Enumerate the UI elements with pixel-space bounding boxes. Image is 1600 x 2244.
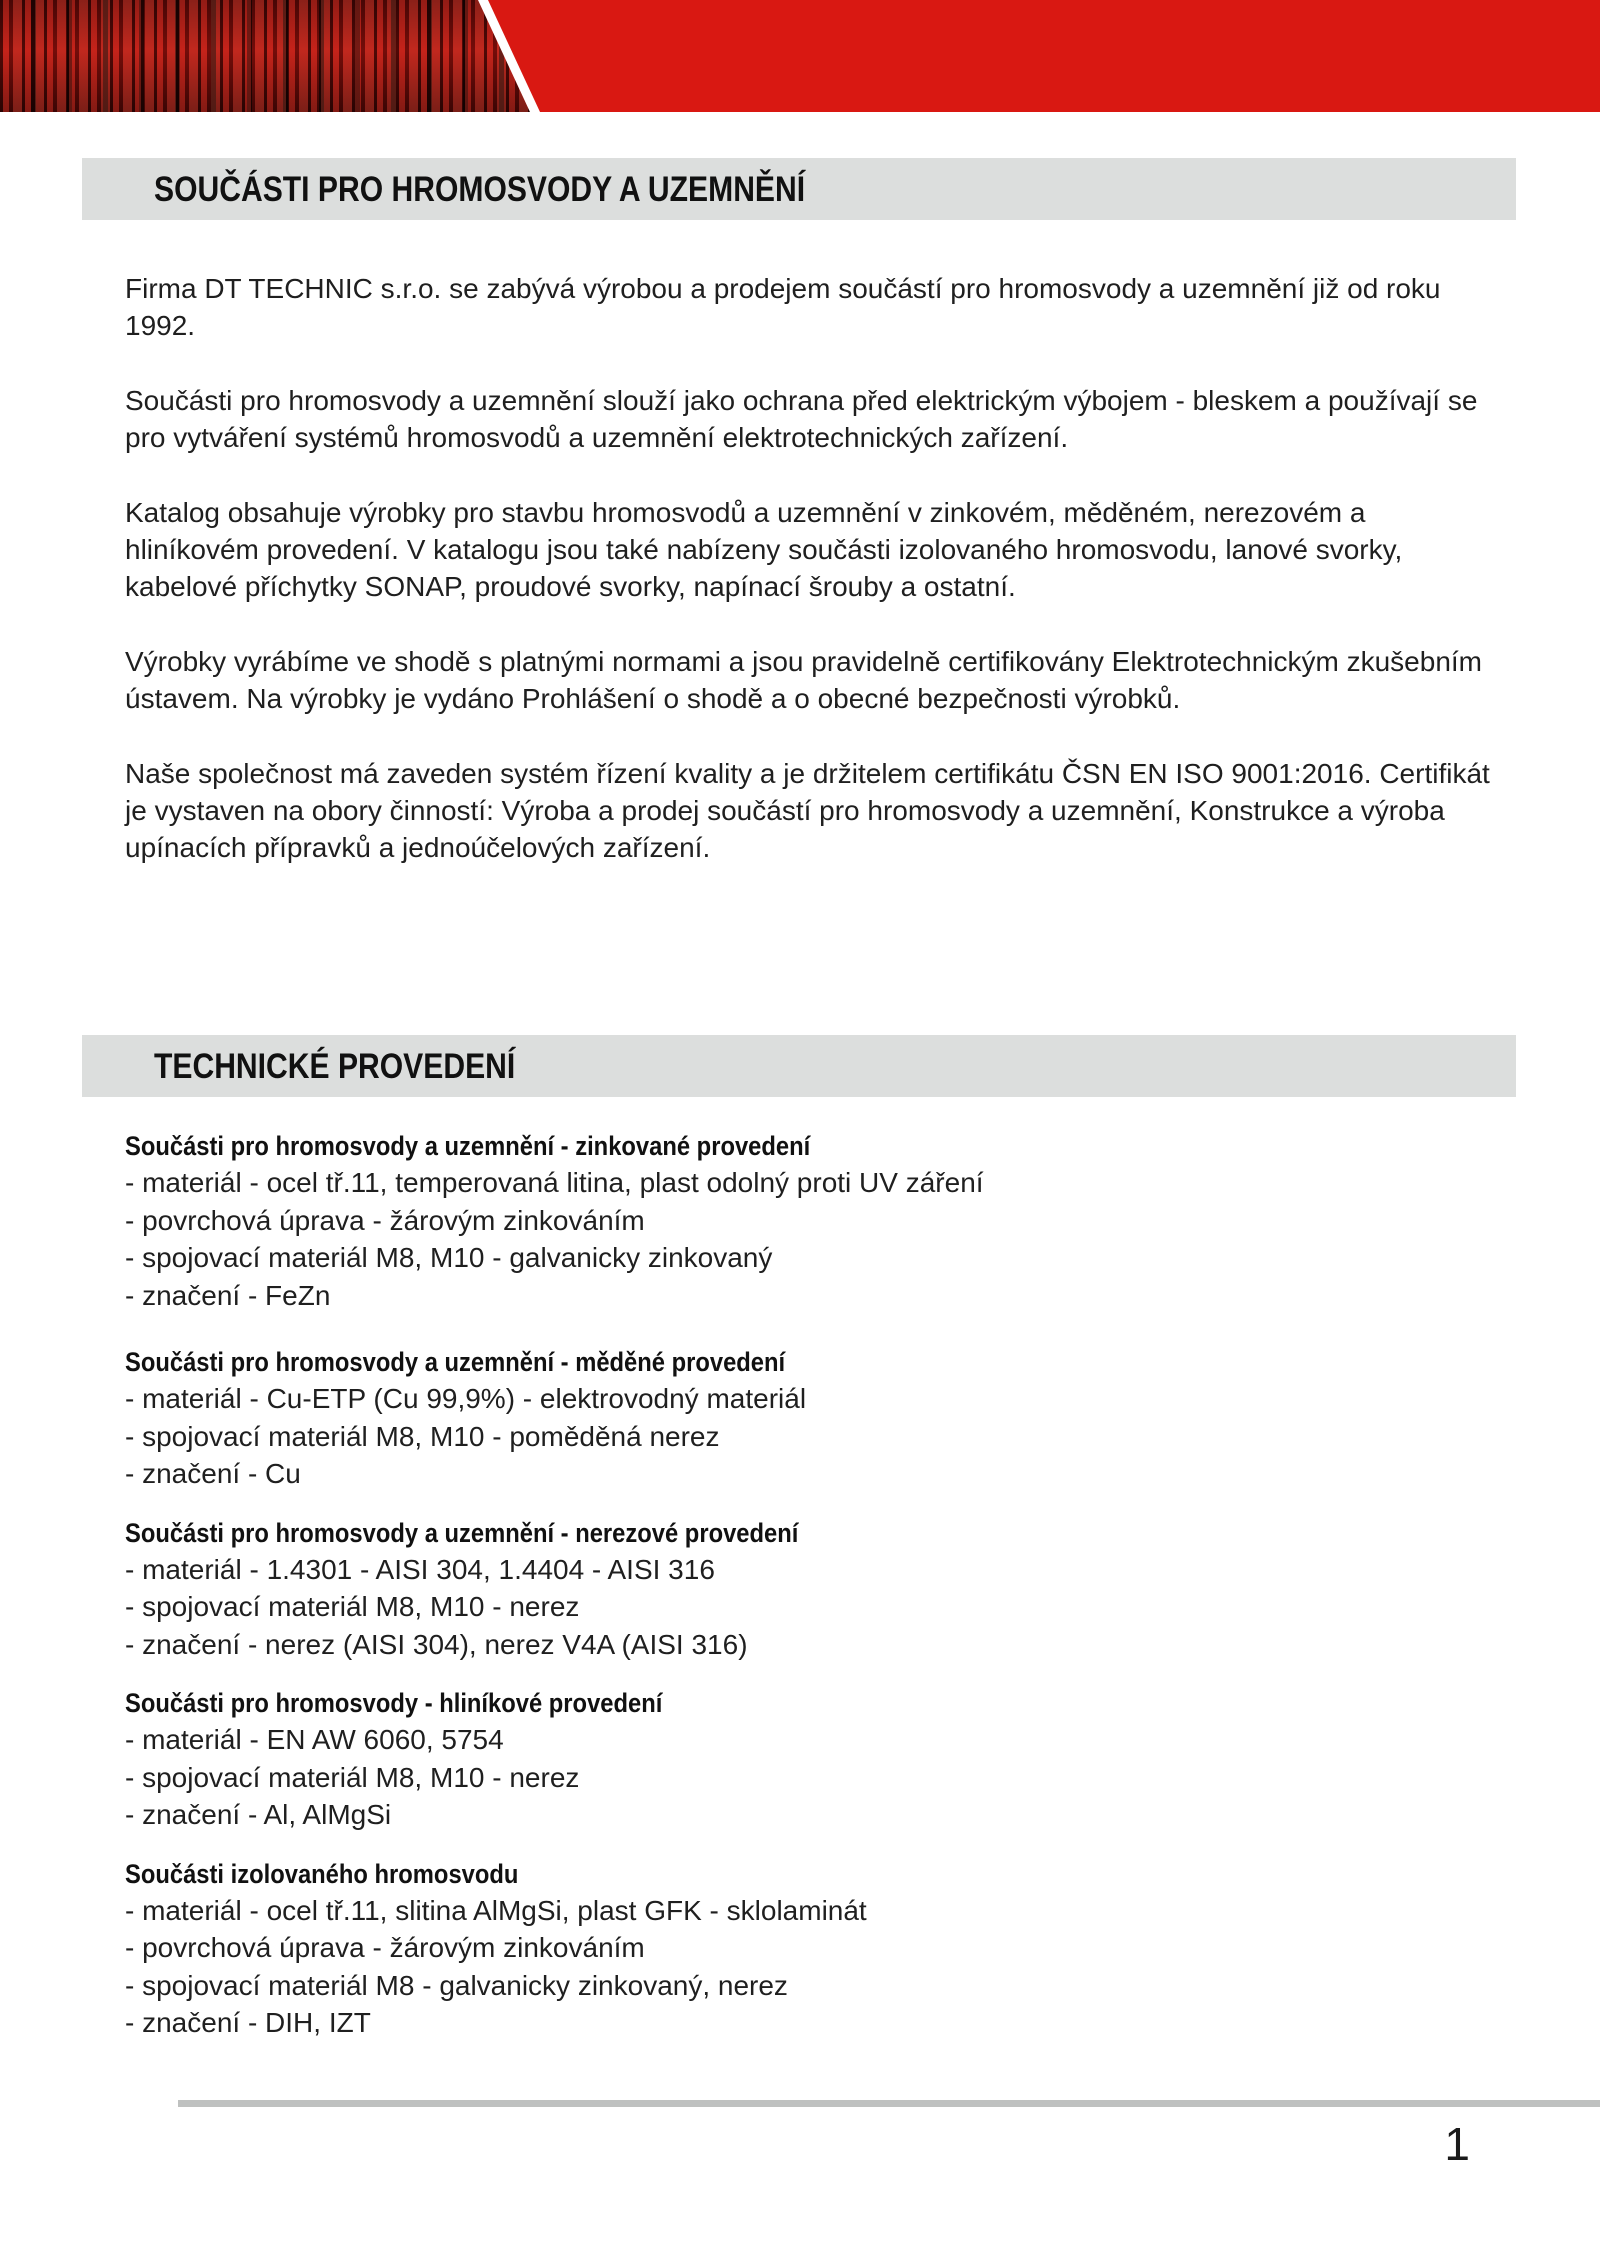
spec-item: - materiál - Cu-ETP (Cu 99,9%) - elektrovodný materiál xyxy=(125,1383,807,1414)
spec-item: - značení - FeZn xyxy=(125,1279,331,1311)
paragraph: Katalog obsahuje výrobky pro stavbu hromosvodů a uzemnění v zinkovém, měděném, nerezovém a hliníkovém provedení. V katalogu jsou také nabízeny součásti izolovaného hromosvodu, lanové svorky, kabelové příchytky SONAP, proudové svorky, napínací šrouby a ostatní. xyxy=(125,497,1403,602)
spec-item: - materiál - ocel tř.11, temperovaná litina, plast odolný proti UV záření xyxy=(125,1167,984,1198)
spec-list xyxy=(125,1721,1505,1834)
footer-rule xyxy=(178,2100,1600,2107)
section-header-1 xyxy=(82,158,1516,220)
spec-item: - značení - Cu xyxy=(125,1458,301,1489)
spec-list xyxy=(125,1164,1505,1314)
spec-group xyxy=(125,1128,1505,1314)
spec-item: - spojovací materiál M8, M10 - nerez xyxy=(125,1591,580,1622)
spec-item: - materiál - EN AW 6060, 5754 xyxy=(125,1724,504,1755)
spec-item: - spojovací materiál M8, M10 - nerez xyxy=(125,1761,580,1793)
spec-group-title: Součásti pro hromosvody a uzemnění - zinkované provedení xyxy=(125,1131,811,1161)
paragraph: Výrobky vyrábíme ve shodě s platnými normami a jsou pravidelně certifikovány Elektrotechnickým zkušebním ústavem. Na výrobky je vydáno Prohlášení o shodě a o obecné bezpečnosti výrobků. xyxy=(125,646,1483,714)
technical-specs xyxy=(125,1128,1505,2064)
spec-list xyxy=(125,1892,1505,2042)
spec-item: - spojovací materiál M8 - galvanicky zinkovaný, nerez xyxy=(125,1969,788,2001)
paragraph: Naše společnost má zaveden systém řízení kvality a je držitelem certifikátu ČSN EN ISO 9001:2016. Certifikát je vystaven na obory činností: Výroba a prodej součástí pro hromosvody a uzemnění, Konstrukce a výroba upínacích přípravků a jednoúčelových zařízení. xyxy=(125,758,1490,863)
paragraph: Součásti pro hromosvody a uzemnění slouží jako ochrana před elektrickým výbojem - bleskem a používají se pro vytváření systémů hromosvodů a uzemnění elektrotechnických zařízení. xyxy=(125,385,1478,453)
paragraph: Firma DT TECHNIC s.r.o. se zabývá výrobou a prodejem součástí pro hromosvody a uzemnění již od roku 1992. xyxy=(125,273,1441,341)
spec-group xyxy=(125,1344,1505,1493)
spec-group xyxy=(125,1856,1505,2042)
spec-group-title: Součásti pro hromosvody - hliníkové provedení xyxy=(125,1688,663,1718)
spec-group-title: Součásti pro hromosvody a uzemnění - nerezové provedení xyxy=(125,1517,799,1548)
spec-item: - značení - DIH, IZT xyxy=(125,2007,371,2038)
spec-group-title: Součásti izolovaného hromosvodu xyxy=(125,1858,519,1889)
section-title: TECHNICKÉ PROVEDENÍ xyxy=(154,1047,516,1086)
spec-item: - povrchová úprava - žárovým zinkováním xyxy=(125,1932,645,1963)
page-number: 1 xyxy=(1444,2118,1470,2170)
header-banner xyxy=(0,0,1600,112)
spec-item: - spojovací materiál M8, M10 - poměděná nerez xyxy=(125,1420,720,1452)
spec-group xyxy=(125,1515,1505,1664)
intro-text xyxy=(125,270,1505,904)
spec-item: - materiál - 1.4301 - AISI 304, 1.4404 - AISI 316 xyxy=(125,1553,715,1585)
spec-group xyxy=(125,1685,1505,1834)
spec-item: - spojovací materiál M8, M10 - galvanicky zinkovaný xyxy=(125,1242,773,1273)
spec-item: - značení - nerez (AISI 304), nerez V4A (AISI 316) xyxy=(125,1628,748,1660)
spec-list xyxy=(125,1551,1505,1664)
spec-item: - materiál - ocel tř.11, slitina AlMgSi, plast GFK - sklolaminát xyxy=(125,1894,867,1926)
spec-list xyxy=(125,1380,1505,1493)
spec-item: - značení - Al, AlMgSi xyxy=(125,1799,392,1830)
section-title: SOUČÁSTI PRO HROMOSVODY A UZEMNĚNÍ xyxy=(154,170,806,209)
spec-item: - povrchová úprava - žárovým zinkováním xyxy=(125,1204,645,1236)
spec-group-title: Součásti pro hromosvody a uzemnění - měděné provedení xyxy=(125,1347,786,1377)
section-header-2 xyxy=(82,1035,1516,1097)
